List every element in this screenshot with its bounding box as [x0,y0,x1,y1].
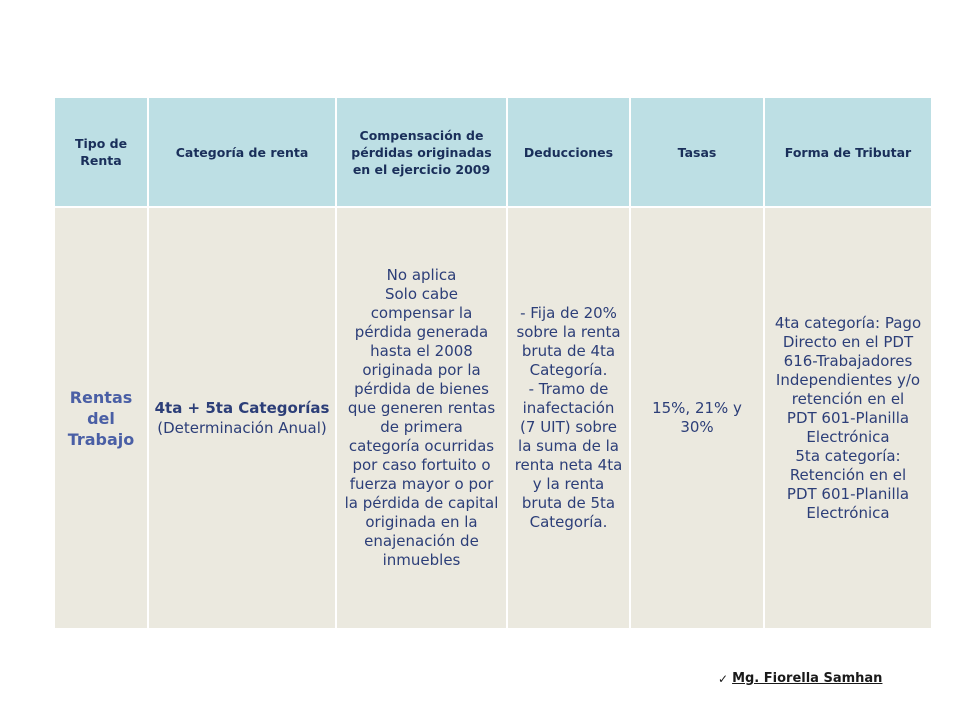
cell-categoria-de-renta [148,207,336,629]
author-name: Mg. Fiorella Samhan [732,671,883,686]
cell-tipo-de-renta: Rentas del Trabajo [54,207,148,629]
header-tasas: Tasas [630,97,764,207]
cell-deducciones: - Fija de 20% sobre la renta bruta de 4ta Categoría. - Tramo de inafectación (7 UIT) sobre la suma de la renta neta 4ta y la renta bruta de 5ta Categoría. [507,207,630,629]
cell-forma-de-tributar: 4ta categoría: Pago Directo en el PDT 616-Trabajadores Independientes y/o retención en el PDT 601-Planilla Electrónica 5ta categoría: Retención en el PDT 601-Planilla Electrónica [764,207,932,629]
author-credit [718,671,882,686]
header-compensacion-de-perdidas: Compensación de pérdidas originadas en el ejercicio 2009 [336,97,507,207]
tax-comparison-table [53,96,933,630]
table-row [54,207,932,629]
header-deducciones: Deducciones [507,97,630,207]
header-categoria-de-renta: Categoría de renta [148,97,336,207]
categoria-main-text: 4ta + 5ta Categorías [154,399,330,417]
header-forma-de-tributar: Forma de Tributar [764,97,932,207]
categoria-sub-text: (Determinación Anual) [157,419,327,437]
table-header-row [54,97,932,207]
checkmark-icon: ✓ [718,671,729,686]
cell-tasas: 15%, 21% y 30% [630,207,764,629]
header-tipo-de-renta: Tipo de Renta [54,97,148,207]
cell-compensacion-de-perdidas: No aplica Solo cabe compensar la pérdida generada hasta el 2008 originada por la pérdida de bienes que generen rentas de primera categoría ocurridas por caso fortuito o fuerza mayor o por la pérdida de capital originada en la enajenación de inmuebles [336,207,507,629]
